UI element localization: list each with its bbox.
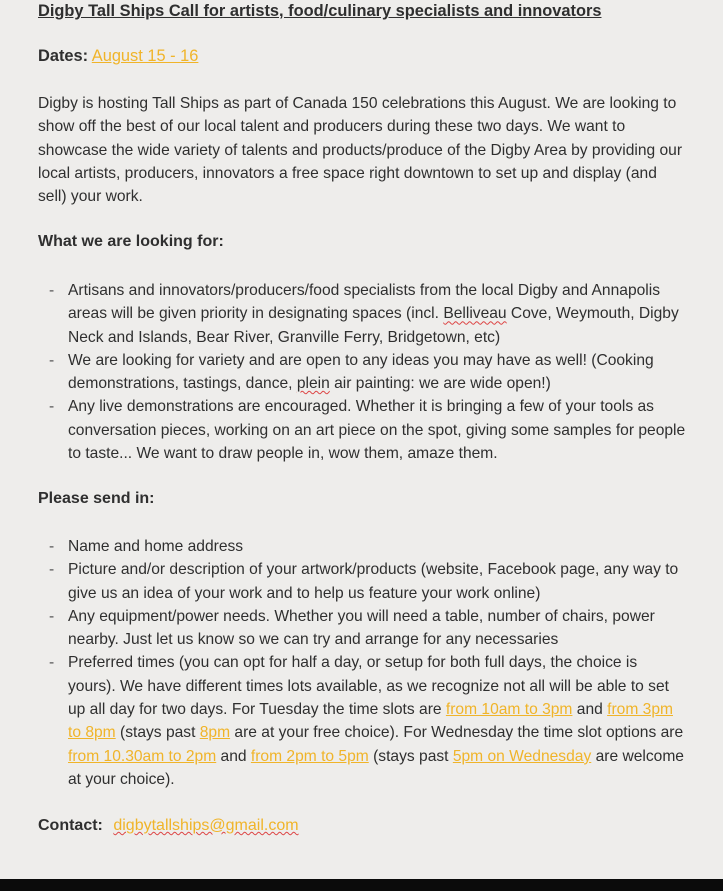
list-item: - Any equipment/power needs. Whether you will need a table, number of chairs, power nearby. Just let us know so we can try and arrange for any necessaries — [38, 605, 688, 652]
send-list — [38, 535, 688, 791]
list-item: - Preferred times (you can opt for half a day, or setup for both full days, the choice is yours). We have different times lots available, as we recognize not all will be able to set up all day for two days. For Tuesday the time slots are from 10am to 3pm and from 3pm to 8pm (stays past 8pm are at your free choice). For Wednesday the time slot options are from 10.30am to 2pm and from 2pm to 5pm (stays past 5pm on Wednesday are welcome at your choice). — [38, 651, 688, 791]
list-item: - Picture and/or description of your artwork/products (website, Facebook page, any way to give us an idea of your work and to help us feature your work online) — [38, 558, 688, 605]
time-link[interactable]: from 2pm to 5pm — [250, 747, 369, 765]
list-item: - Any live demonstrations are encouraged. Whether it is bringing a few of your tools as conversation pieces, working on an art piece on the spot, giving some samples for people to taste... We want to draw people in, wow them, amaze them. — [38, 395, 688, 465]
dates-value-link[interactable]: August 15 - 16 — [91, 47, 199, 65]
list-item: - Artisans and innovators/producers/food specialists from the local Digby and Annapolis areas will be given priority in designating spaces (incl. Belliveau Cove, Weymouth, Digby Neck and Islands, Bear River, Granville Ferry, Bridgetown, etc) — [38, 279, 688, 349]
looking-heading: What we are looking for: — [38, 233, 224, 250]
dates-line — [38, 45, 198, 67]
time-link[interactable]: from 10.30am to 2pm — [68, 747, 217, 765]
dates-label: Dates: — [38, 47, 89, 65]
looking-list — [38, 279, 688, 465]
list-item: - We are looking for variety and are open to any ideas you may have as well! (Cooking demonstrations, tastings, dance, plein air painting: we are wide open!) — [38, 349, 688, 396]
contact-email-link[interactable]: digbytallships@gmail.com — [113, 817, 299, 834]
send-heading: Please send in: — [38, 490, 155, 507]
time-link[interactable]: from 3pm to 8pm — [68, 701, 673, 742]
time-link[interactable]: 5pm on Wednesday — [452, 747, 592, 765]
page-title: Digby Tall Ships Call for artists, food/culinary specialists and innovators — [38, 2, 602, 20]
spellcheck-word: Belliveau — [443, 305, 507, 323]
contact-line — [38, 815, 299, 837]
time-link[interactable]: from 10am to 3pm — [445, 701, 573, 719]
spellcheck-word: plein — [296, 375, 330, 393]
list-item: - Name and home address — [38, 535, 688, 558]
bottom-bar — [0, 879, 723, 891]
time-link[interactable]: 8pm — [199, 724, 231, 742]
intro-paragraph: Digby is hosting Tall Ships as part of Canada 150 celebrations this August. We are looking to show off the best of our local talent and producers during these two days. We want to showcase the wide variety of talents and products/produce of the Digby Area by providing our local artists, producers, innovators a free space right downtown to set up and display (and sell) your work. — [38, 95, 683, 206]
contact-label: Contact: — [38, 817, 103, 834]
